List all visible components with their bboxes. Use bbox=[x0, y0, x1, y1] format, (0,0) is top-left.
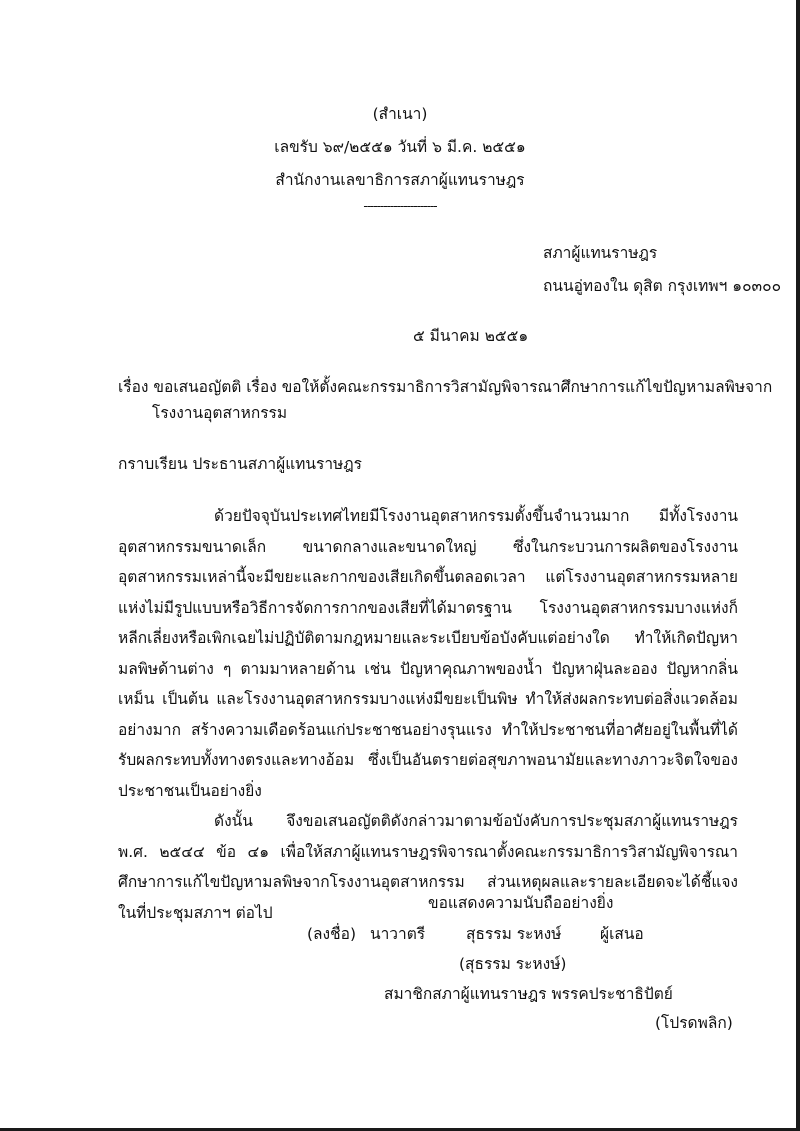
salutation: กราบเรียน ประธานสภาผู้แทนราษฎร bbox=[118, 455, 362, 473]
signer-role: ผู้เสนอ bbox=[600, 925, 644, 943]
header-divider: ---------------------- bbox=[363, 199, 437, 213]
address-street: ถนนอู่ทองใน ดุสิต กรุงเทพฯ ๑๐๓๐๐ bbox=[543, 277, 782, 295]
office-name: สำนักงานเลขาธิการสภาผู้แทนราษฎร bbox=[275, 171, 525, 189]
address-org: สภาผู้แทนราษฎร bbox=[543, 244, 658, 262]
body-paragraph-1: ด้วยปัจจุบันประเทศไทยมีโรงงานอุตสาหกรรมตั้งขึ้นจำนวนมาก มีทั้งโรงงานอุตสาหกรรมขนาดเล็ก ขนาดกลางและขนาดใหญ่ ซึ่งในกระบวนการผลิตของโรงงานอุตสาหกรรมเหล่านี้จะมีขยะและกากของเสียเกิดขึ้นตลอดเวลา แต่โรงงานอุตสาหกรรมหลายแห่งไม่มีรูปแบบหรือวิธีการจัดการกากของเสียที่ได้มาตรฐาน โรงงานอุตสาหกรรมบางแห่งก็หลีกเลี่ยงหรือเพิกเฉยไม่ปฏิบัติตามกฎหมายและระเบียบข้อบังคับแต่อย่างใด ทำให้เกิดปัญหามลพิษด้านต่าง ๆ ตามมาหลายด้าน เช่น ปัญหาคุณภาพของน้ำ ปัญหาฝุ่นละออง ปัญหากลิ่นเหม็น เป็นต้น และโรงงานอุตสาหกรรมบางแห่งมีขยะเป็นพิษ ทำให้ส่งผลกระทบต่อสิ่งแวดล้อมอย่างมาก สร้างความเดือดร้อนแก่ประชาชนอย่างรุนแรง ทำให้ประชาชนที่อาศัยอยู่ในพื้นที่ได้รับผลกระทบทั้งทางตรงและทางอ้อม ซึ่งเป็นอันตรายต่อสุขภาพอนามัยและทางภาวะจิตใจของประชาชนเป็นอย่างยิ่ง bbox=[118, 507, 738, 800]
subject-line-2: โรงงานอุตสาหกรรม bbox=[152, 404, 288, 422]
signer-position: สมาชิกสภาผู้แทนราษฎร พรรคประชาธิปัตย์ bbox=[384, 985, 673, 1003]
subject-line-1: เรื่อง ขอเสนอญัตติ เรื่อง ขอให้ตั้งคณะกรรมาธิการวิสามัญพิจารณาศึกษาการแก้ไขปัญหามลพิษจาก bbox=[118, 378, 773, 396]
page-border-right bbox=[796, 0, 800, 1131]
closing-regards: ขอแสดงความนับถืออย่างยิ่ง bbox=[428, 894, 614, 912]
receipt-number: เลขรับ ๖๙/๒๕๕๑ วันที่ ๖ มี.ค. ๒๕๕๑ bbox=[274, 138, 526, 156]
turn-over-note: (โปรดพลิก) bbox=[655, 1014, 733, 1032]
letter-date: ๕ มีนาคม ๒๕๕๑ bbox=[413, 327, 529, 345]
signer-rank: นาวาตรี bbox=[370, 925, 426, 943]
signature-name: สุธรรม ระหงษ์ bbox=[466, 925, 562, 943]
printed-name: (สุธรรม ระหงษ์) bbox=[459, 955, 567, 973]
sign-prefix: (ลงชื่อ) bbox=[307, 925, 356, 943]
body-paragraph-2: ดังนั้น จึงขอเสนอญัตติดังกล่าวมาตามข้อบังคับการประชุมสภาผู้แทนราษฎร พ.ศ. ๒๕๔๔ ข้อ ๔๑ เพื่อให้สภาผู้แทนราษฎรพิจารณาตั้งคณะกรรมาธิการวิสามัญพิจารณาศึกษาการแก้ไขปัญหามลพิษจากโรงงานอุตสาหกรรม ส่วนเหตุผลและรายละเอียดจะได้ชี้แจงในที่ประชุมสภาฯ ต่อไป bbox=[118, 812, 738, 922]
letter-body bbox=[118, 501, 738, 928]
copy-mark: (สำเนา) bbox=[372, 105, 428, 123]
